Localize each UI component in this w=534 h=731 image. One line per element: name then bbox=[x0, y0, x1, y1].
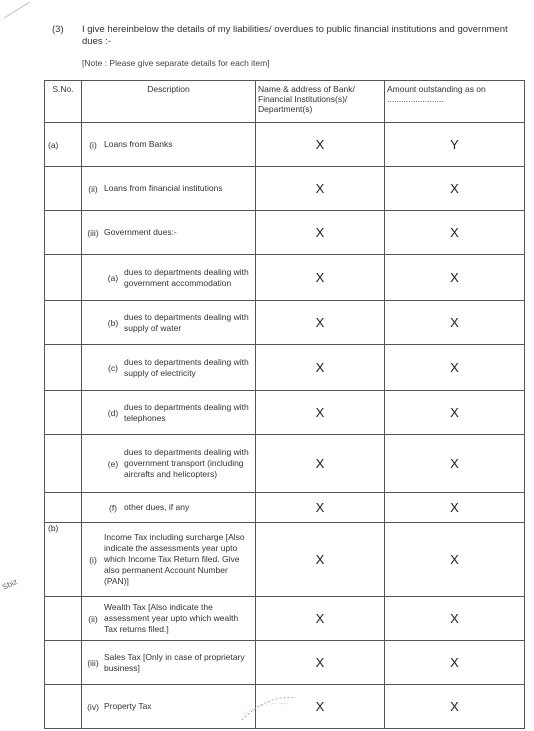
roman-numeral: (iii) bbox=[87, 227, 99, 238]
table-header-row bbox=[45, 81, 525, 123]
table-row bbox=[45, 523, 525, 597]
roman-numeral: (ii) bbox=[88, 183, 98, 194]
amount-cell: X bbox=[385, 255, 525, 301]
name-address-cell: X bbox=[256, 123, 385, 167]
name-address-cell: X bbox=[256, 641, 385, 685]
description-cell bbox=[82, 211, 256, 255]
roman-numeral: (ii) bbox=[88, 613, 98, 624]
sub-letter: (d) bbox=[107, 407, 119, 418]
sno-cell bbox=[45, 167, 82, 211]
description-text: other dues, if any bbox=[124, 502, 190, 512]
amount-cell: X bbox=[385, 167, 525, 211]
table-row bbox=[45, 211, 525, 255]
amount-cell: Y bbox=[385, 123, 525, 167]
table-row bbox=[45, 391, 525, 435]
name-address-cell: X bbox=[256, 523, 385, 597]
col-description: Description bbox=[82, 81, 256, 123]
table-row bbox=[45, 167, 525, 211]
roman-numeral: (iii) bbox=[87, 657, 99, 668]
table-row bbox=[45, 641, 525, 685]
amount-cell: X bbox=[385, 597, 525, 641]
table-row bbox=[45, 301, 525, 345]
col-sno: S.No. bbox=[45, 81, 82, 123]
description-cell bbox=[82, 597, 256, 641]
amount-cell: X bbox=[385, 211, 525, 255]
name-address-cell: X bbox=[256, 211, 385, 255]
amount-cell: X bbox=[385, 493, 525, 523]
sno-cell bbox=[45, 391, 82, 435]
table-row bbox=[45, 123, 525, 167]
note-text: [Note : Please give separate details for each item] bbox=[82, 58, 270, 68]
scan-corner-mark bbox=[0, 0, 34, 20]
description-text: Income Tax including surcharge [Also indicate the assessments year upto which Income Tax Return filed. Give also permanent Account Number (PAN)] bbox=[104, 532, 245, 586]
sno-cell bbox=[45, 211, 82, 255]
name-address-cell: X bbox=[256, 301, 385, 345]
description-cell bbox=[82, 391, 256, 435]
sno-cell: (b) bbox=[45, 523, 82, 597]
description-cell bbox=[82, 493, 256, 523]
table-row bbox=[45, 255, 525, 301]
roman-numeral: (i) bbox=[89, 554, 97, 565]
description-text: dues to departments dealing with telephones bbox=[124, 401, 249, 423]
sno-cell: (a) bbox=[45, 123, 82, 167]
table-row bbox=[45, 493, 525, 523]
description-cell bbox=[82, 641, 256, 685]
sno-cell bbox=[45, 435, 82, 493]
amount-cell: X bbox=[385, 641, 525, 685]
margin-handwriting: Sbiz bbox=[0, 577, 19, 592]
amount-cell: X bbox=[385, 345, 525, 391]
name-address-cell: X bbox=[256, 255, 385, 301]
roman-numeral: (iv) bbox=[87, 701, 99, 712]
item-number: (3) bbox=[52, 24, 64, 35]
description-cell bbox=[82, 523, 256, 597]
stamp-mark bbox=[238, 690, 298, 724]
description-text: Loans from financial institutions bbox=[104, 183, 223, 193]
amount-cell: X bbox=[385, 685, 525, 729]
description-cell bbox=[82, 123, 256, 167]
description-text: dues to departments dealing with supply of electricity bbox=[124, 356, 249, 378]
table-row bbox=[45, 435, 525, 493]
amount-cell: X bbox=[385, 301, 525, 345]
sno-cell bbox=[45, 493, 82, 523]
description-cell bbox=[82, 435, 256, 493]
description-text: Loans from Banks bbox=[104, 139, 173, 149]
description-cell bbox=[82, 301, 256, 345]
sno-cell bbox=[45, 597, 82, 641]
roman-numeral: (i) bbox=[89, 139, 97, 150]
description-text: dues to departments dealing with government accommodation bbox=[124, 266, 249, 288]
description-cell bbox=[82, 167, 256, 211]
description-cell bbox=[82, 685, 256, 729]
sub-letter: (a) bbox=[107, 272, 119, 283]
col-amount: Amount outstanding as on ........................ bbox=[385, 81, 525, 123]
description-text: dues to departments dealing with government transport (including aircrafts and helicopters) bbox=[124, 447, 249, 479]
sno-cell bbox=[45, 641, 82, 685]
sub-letter: (c) bbox=[108, 362, 118, 373]
name-address-cell: X bbox=[256, 597, 385, 641]
sno-cell bbox=[45, 301, 82, 345]
description-text: Sales Tax [Only in case of proprietary business] bbox=[104, 651, 245, 673]
name-address-cell: X bbox=[256, 493, 385, 523]
sno-cell bbox=[45, 685, 82, 729]
table-row bbox=[45, 597, 525, 641]
description-text: Property Tax bbox=[104, 701, 152, 711]
description-cell bbox=[82, 255, 256, 301]
name-address-cell: X bbox=[256, 391, 385, 435]
amount-cell: X bbox=[385, 523, 525, 597]
name-address-cell: X bbox=[256, 435, 385, 493]
name-address-cell: X bbox=[256, 167, 385, 211]
amount-cell: X bbox=[385, 435, 525, 493]
amount-cell: X bbox=[385, 391, 525, 435]
header-text: I give hereinbelow the details of my liabilities/ overdues to public financial institutions and government dues :- bbox=[82, 24, 508, 47]
col-name-address: Name & address of Bank/ Financial Institutions(s)/ Department(s) bbox=[256, 81, 385, 123]
description-cell bbox=[82, 345, 256, 391]
sno-cell bbox=[45, 345, 82, 391]
sno-cell bbox=[45, 255, 82, 301]
table-row bbox=[45, 345, 525, 391]
description-text: dues to departments dealing with supply of water bbox=[124, 311, 249, 333]
sub-letter: (e) bbox=[107, 458, 119, 469]
name-address-cell: X bbox=[256, 685, 385, 729]
sub-letter: (b) bbox=[107, 317, 119, 328]
description-text: Wealth Tax [Also indicate the assessment year upto which wealth Tax returns filed.] bbox=[104, 602, 239, 634]
description-text: Government dues:- bbox=[104, 227, 177, 237]
sub-letter: (f) bbox=[108, 502, 118, 513]
liabilities-table bbox=[44, 80, 525, 729]
name-address-cell: X bbox=[256, 345, 385, 391]
